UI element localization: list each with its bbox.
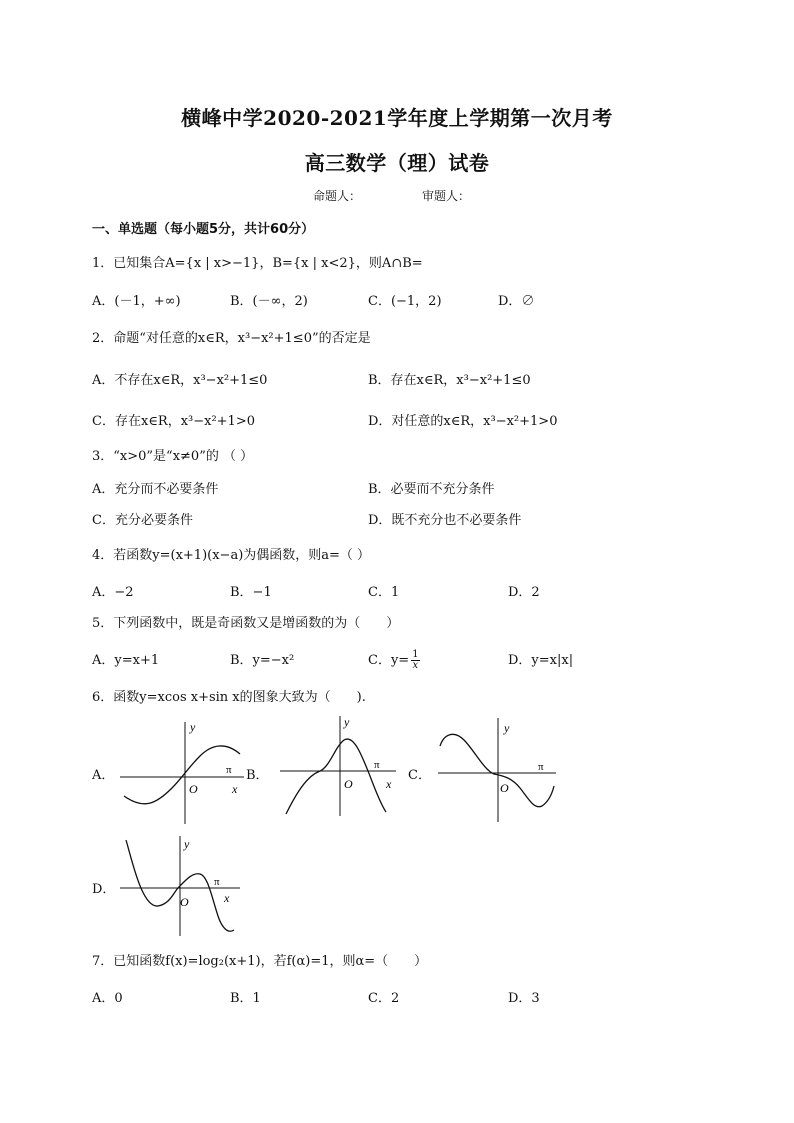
q7-option-c: C．2 <box>368 991 400 1006</box>
q2-option-c: C．存在x∈R，x³−x²+1>0 <box>92 414 255 429</box>
question-6-stem: 6．函数y=xcos x+sin x的图象大致为（ ). <box>92 690 366 705</box>
q1-option-a: A．(－1，+∞) <box>92 294 181 309</box>
pi-label: π <box>538 761 544 773</box>
q7-option-b: B．1 <box>230 991 261 1006</box>
y-label: y <box>184 837 190 851</box>
q4-option-a: A．−2 <box>92 585 134 600</box>
q6-graph-c <box>434 714 560 824</box>
x-label: x <box>224 891 230 905</box>
question-5-stem: 5．下列函数中，既是奇函数又是增函数的为（ ） <box>92 616 400 631</box>
q5-option-b: B．y=−x² <box>230 653 295 668</box>
origin-label: O <box>180 895 189 909</box>
q3-option-a: A．充分而不必要条件 <box>92 482 219 497</box>
q3-option-c: C．充分必要条件 <box>92 513 193 528</box>
pi-label: π <box>214 876 220 888</box>
question-1-stem: 1．已知集合A={x | x>−1}，B={x | x<2}，则A∩B= <box>92 256 423 271</box>
pi-label: π <box>226 764 232 776</box>
q6-graph-b <box>278 712 400 818</box>
q6-option-a-label: A． <box>92 768 115 783</box>
question-7-stem: 7．已知函数f(x)=log₂(x+1)，若f(α)=1，则α=（ ） <box>92 954 428 969</box>
fraction-one-over-x <box>411 650 419 671</box>
exam-title: 横峰中学2020-2021学年度上学期第一次月考 <box>181 106 613 130</box>
q5-option-a: A．y=x+1 <box>92 653 160 668</box>
author-label: 命题人： <box>313 189 362 203</box>
curve <box>124 746 240 804</box>
curve <box>286 739 386 814</box>
q6-option-c-label: C． <box>408 768 431 783</box>
x-label: x <box>386 777 392 791</box>
q2-option-a: A．不存在x∈R，x³−x²+1≤0 <box>92 373 268 388</box>
q2-option-b: B．存在x∈R，x³−x²+1≤0 <box>368 373 531 388</box>
section-heading: 一、单选题（每小题5分，共计60分） <box>92 222 315 237</box>
y-label: y <box>504 721 510 735</box>
q3-option-d: D．既不充分也不必要条件 <box>368 513 522 528</box>
q5-option-c-label: C．y= <box>368 653 410 668</box>
origin-label: O <box>500 781 509 795</box>
reviewer-label: 审题人： <box>422 189 471 203</box>
q1-option-c: C．(−1，2) <box>368 294 442 309</box>
q6-option-b-label: B． <box>246 768 269 783</box>
q7-option-a: A．0 <box>92 991 123 1006</box>
question-3-stem: 3．“x>0”是“x≠0”的 （ ） <box>92 449 254 464</box>
q6-graph-d <box>118 832 244 938</box>
origin-label: O <box>344 777 353 791</box>
y-label: y <box>344 715 350 729</box>
pi-label: π <box>374 759 380 771</box>
question-4-stem: 4．若函数y=(x+1)(x−a)为偶函数，则a=（ ） <box>92 548 371 563</box>
fraction-numerator: 1 <box>412 649 419 660</box>
q4-option-d: D．2 <box>508 585 540 600</box>
q4-option-b: B．−1 <box>230 585 272 600</box>
q5-option-d: D．y=x|x| <box>508 653 574 668</box>
question-2-stem: 2．命题“对任意的x∈R，x³−x²+1≤0”的否定是 <box>92 331 371 346</box>
q2-option-d: D．对任意的x∈R，x³−x²+1>0 <box>368 414 558 429</box>
exam-subtitle: 高三数学（理）试卷 <box>304 151 490 175</box>
q7-option-d: D．3 <box>508 991 540 1006</box>
q1-option-d: D．∅ <box>498 294 535 309</box>
q1-option-b: B．(－∞，2) <box>230 294 308 309</box>
x-label: x <box>232 782 238 796</box>
origin-label: O <box>189 782 198 796</box>
q6-graph-a <box>116 718 248 828</box>
y-label: y <box>190 720 196 734</box>
q5-option-c <box>368 649 422 671</box>
q6-option-d-label: D． <box>92 882 116 897</box>
q3-option-b: B．必要而不充分条件 <box>368 482 495 497</box>
q4-option-c: C．1 <box>368 585 400 600</box>
fraction-denominator: x <box>412 660 419 671</box>
curve <box>440 734 554 806</box>
